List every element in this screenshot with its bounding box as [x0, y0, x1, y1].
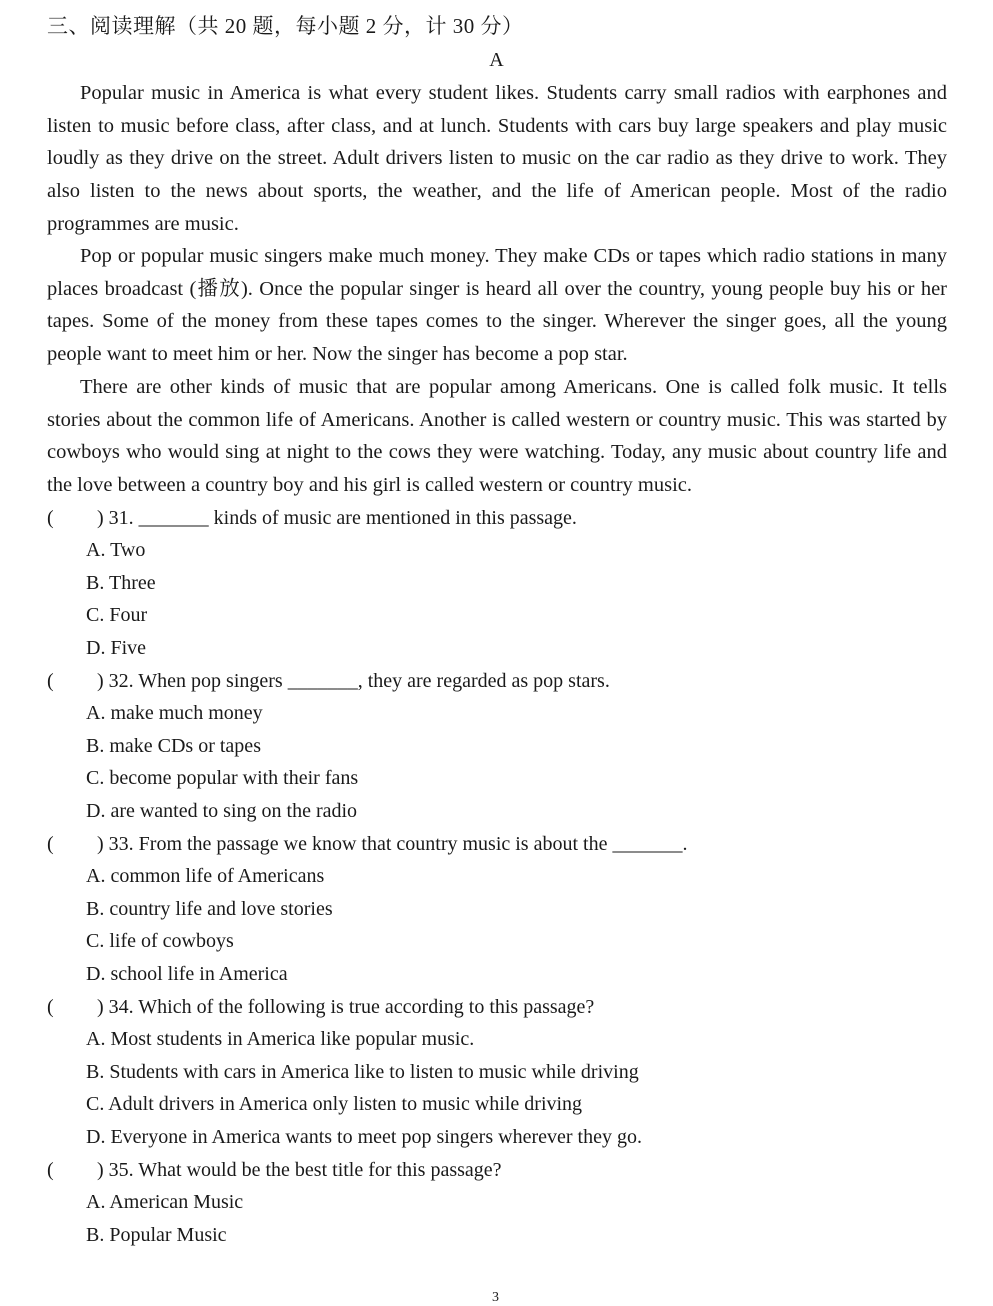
paragraph-2: Pop or popular music singers make much money. They make CDs or tapes which radio stations in many places broadcast (播放). Once the popular singer is heard all over the country, young people buy his or her tapes. Some of the money from these tapes comes to the singer. Wherever the singer goes, all the young people want to meet him or her. Now the singer has become a pop star.	[47, 245, 947, 366]
question-stem: ) 35. What would be the best title for this passage?	[97, 1159, 502, 1181]
answer-bracket[interactable]: (	[47, 670, 54, 692]
answer-bracket[interactable]: (	[47, 1159, 54, 1181]
option-35-b: B. Popular Music	[86, 1224, 227, 1246]
option-32-b: B. make CDs or tapes	[86, 735, 261, 757]
option-32-d: D. are wanted to sing on the radio	[86, 800, 358, 822]
option-34-a: A. Most students in America like popular music.	[86, 1028, 475, 1050]
option-34-b: B. Students with cars in America like to listen to music while driving	[86, 1061, 639, 1083]
option-34-d: D. Everyone in America wants to meet pop singers wherever they go.	[86, 1126, 642, 1148]
option-32-c: C. become popular with their fans	[86, 767, 359, 789]
option-33-a: A. common life of Americans	[86, 865, 325, 887]
question-stem: ) 31. _______ kinds of music are mentioned in this passage.	[97, 507, 577, 529]
answer-bracket[interactable]: (	[47, 996, 54, 1018]
question-stem: ) 32. When pop singers _______, they are regarded as pop stars.	[97, 670, 610, 692]
question-stem: ) 33. From the passage we know that country music is about the _______.	[97, 833, 688, 855]
option-32-a: A. make much money	[86, 702, 263, 724]
option-34-c: C. Adult drivers in America only listen to music while driving	[86, 1093, 583, 1115]
question-stem: ) 34. Which of the following is true according to this passage?	[97, 996, 595, 1018]
paragraph-1: Popular music in America is what every student likes. Students carry small radios with earphones and listen to music before class, after class, and at lunch. Students with cars buy large speakers and play music loudly as they drive on the street. Adult drivers listen to music on the car radio as they drive to work. They also listen to the news about sports, the weather, and the life of American people. Most of the radio programmes are music.	[47, 82, 947, 235]
question-35	[47, 1158, 502, 1182]
option-33-d: D. school life in America	[86, 963, 288, 985]
answer-bracket[interactable]: (	[47, 507, 54, 529]
option-35-a: A. American Music	[86, 1191, 244, 1213]
option-31-a: A. Two	[86, 539, 146, 561]
option-31-d: D. Five	[86, 637, 146, 659]
question-34	[47, 995, 594, 1019]
page-number: 3	[492, 1290, 499, 1305]
option-31-c: C. Four	[86, 604, 148, 626]
option-31-b: B. Three	[86, 572, 156, 594]
question-31	[47, 506, 577, 530]
question-33	[47, 832, 687, 856]
passage-label: A	[489, 49, 504, 71]
section-title: 三、阅读理解（共 20 题，每小题 2 分，计 30 分）	[47, 14, 524, 38]
question-32	[47, 669, 610, 693]
paragraph-3: There are other kinds of music that are popular among Americans. One is called folk music. It tells stories about the common life of Americans. Another is called western or country music. This was started by cowboys who would sing at night to the cows they were watching. Today, any music about country life and the love between a country boy and his girl is called western or country music.	[47, 376, 947, 497]
answer-bracket[interactable]: (	[47, 833, 54, 855]
option-33-c: C. life of cowboys	[86, 930, 234, 952]
option-33-b: B. country life and love stories	[86, 898, 333, 920]
